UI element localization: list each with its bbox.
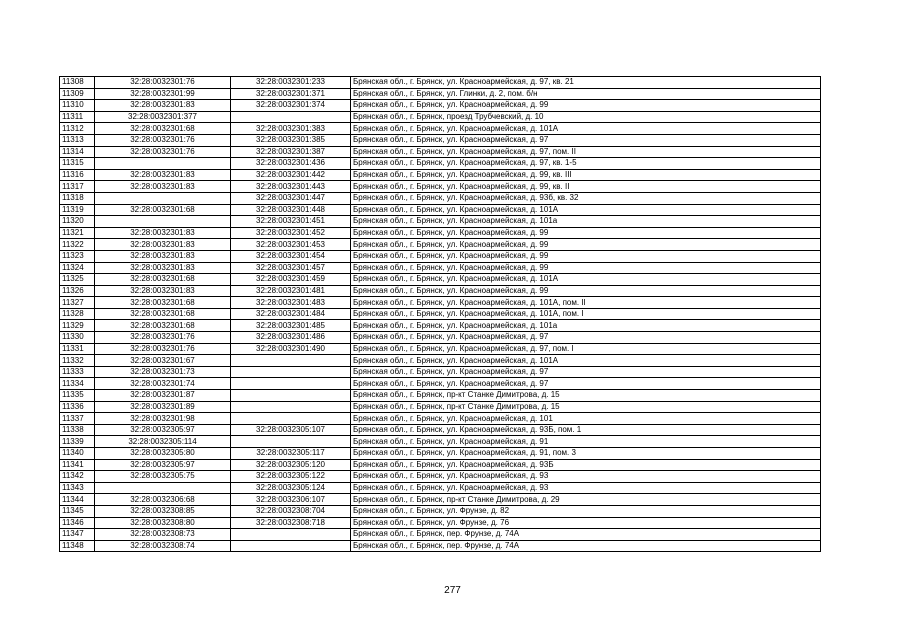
cadastral-parent-cell: 32:28:0032306:68	[95, 494, 231, 506]
cadastral-parent-cell: 32:28:0032301:99	[95, 88, 231, 100]
row-number-cell: 11316	[60, 169, 95, 181]
cadastral-parent-cell: 32:28:0032301:83	[95, 239, 231, 251]
cadastral-parent-cell: 32:28:0032301:83	[95, 100, 231, 112]
table-row	[60, 204, 821, 216]
address-cell: Брянская обл., г. Брянск, ул. Красноармейская, д. 101А	[351, 355, 821, 367]
cadastral-parent-cell: 32:28:0032301:83	[95, 250, 231, 262]
row-number-cell: 11318	[60, 192, 95, 204]
cadastral-object-cell: 32:28:0032301:383	[231, 123, 351, 135]
table-row	[60, 413, 821, 425]
cadastral-parent-cell	[95, 216, 231, 228]
address-cell: Брянская обл., г. Брянск, ул. Красноармейская, д. 101	[351, 413, 821, 425]
cadastral-object-cell: 32:28:0032301:453	[231, 239, 351, 251]
cadastral-object-cell: 32:28:0032301:371	[231, 88, 351, 100]
cadastral-parent-cell: 32:28:0032308:74	[95, 540, 231, 552]
table-row	[60, 459, 821, 471]
cadastral-object-cell: 32:28:0032305:120	[231, 459, 351, 471]
row-number-cell: 11331	[60, 343, 95, 355]
cadastral-parent-cell: 32:28:0032308:73	[95, 529, 231, 541]
address-cell: Брянская обл., г. Брянск, ул. Красноармейская, д. 101А, пом. II	[351, 297, 821, 309]
table-row	[60, 401, 821, 413]
cadastral-object-cell: 32:28:0032305:117	[231, 448, 351, 460]
cadastral-parent-cell: 32:28:0032305:97	[95, 459, 231, 471]
cadastral-parent-cell: 32:28:0032301:83	[95, 262, 231, 274]
row-number-cell: 11315	[60, 158, 95, 170]
address-cell: Брянская обл., г. Брянск, ул. Красноармейская, д. 93	[351, 471, 821, 483]
table-row	[60, 158, 821, 170]
cadastral-parent-cell: 32:28:0032301:76	[95, 77, 231, 89]
cadastral-object-cell: 32:28:0032301:483	[231, 297, 351, 309]
row-number-cell: 11337	[60, 413, 95, 425]
cadastral-parent-cell: 32:28:0032301:73	[95, 366, 231, 378]
address-cell: Брянская обл., г. Брянск, пер. Фрунзе, д. 74А	[351, 529, 821, 541]
address-cell: Брянская обл., г. Брянск, пр-кт Станке Димитрова, д. 15	[351, 390, 821, 402]
address-cell: Брянская обл., г. Брянск, ул. Красноармейская, д. 99, кв. II	[351, 181, 821, 193]
table-row	[60, 216, 821, 228]
table-row	[60, 378, 821, 390]
table-row	[60, 355, 821, 367]
address-cell: Брянская обл., г. Брянск, ул. Красноармейская, д. 101А	[351, 204, 821, 216]
table-row	[60, 308, 821, 320]
cadastral-object-cell	[231, 378, 351, 390]
cadastral-parent-cell: 32:28:0032301:74	[95, 378, 231, 390]
cadastral-object-cell	[231, 111, 351, 123]
cadastral-object-cell: 32:28:0032301:486	[231, 332, 351, 344]
row-number-cell: 11311	[60, 111, 95, 123]
table-body	[60, 77, 821, 552]
address-cell: Брянская обл., г. Брянск, ул. Красноармейская, д. 99	[351, 262, 821, 274]
row-number-cell: 11327	[60, 297, 95, 309]
cadastral-parent-cell: 32:28:0032301:98	[95, 413, 231, 425]
address-cell: Брянская обл., г. Брянск, пр-кт Станке Димитрова, д. 15	[351, 401, 821, 413]
table-row	[60, 505, 821, 517]
table-row	[60, 192, 821, 204]
table-row	[60, 262, 821, 274]
cadastral-object-cell: 32:28:0032301:484	[231, 308, 351, 320]
table-row	[60, 146, 821, 158]
table-row	[60, 471, 821, 483]
table-row	[60, 424, 821, 436]
address-cell: Брянская обл., г. Брянск, ул. Красноармейская, д. 101А	[351, 123, 821, 135]
cadastral-object-cell: 32:28:0032301:385	[231, 134, 351, 146]
row-number-cell: 11340	[60, 448, 95, 460]
cadastral-object-cell: 32:28:0032301:374	[231, 100, 351, 112]
row-number-cell: 11314	[60, 146, 95, 158]
cadastral-parent-cell: 32:28:0032301:68	[95, 274, 231, 286]
cadastral-object-cell: 32:28:0032301:387	[231, 146, 351, 158]
cadastral-object-cell: 32:28:0032306:107	[231, 494, 351, 506]
cadastral-object-cell	[231, 540, 351, 552]
address-cell: Брянская обл., г. Брянск, ул. Фрунзе, д. 76	[351, 517, 821, 529]
cadastral-parent-cell: 32:28:0032301:87	[95, 390, 231, 402]
row-number-cell: 11334	[60, 378, 95, 390]
page-number: 277	[444, 585, 461, 596]
table-row	[60, 390, 821, 402]
cadastral-object-cell: 32:28:0032301:448	[231, 204, 351, 216]
row-number-cell: 11332	[60, 355, 95, 367]
address-cell: Брянская обл., г. Брянск, пер. Фрунзе, д. 74А	[351, 540, 821, 552]
address-cell: Брянская обл., г. Брянск, ул. Красноармейская, д. 99, кв. III	[351, 169, 821, 181]
row-number-cell: 11313	[60, 134, 95, 146]
table-row	[60, 343, 821, 355]
table-row	[60, 482, 821, 494]
table-row	[60, 274, 821, 286]
row-number-cell: 11320	[60, 216, 95, 228]
address-cell: Брянская обл., г. Брянск, ул. Красноармейская, д. 93Б	[351, 459, 821, 471]
cadastral-object-cell	[231, 401, 351, 413]
row-number-cell: 11336	[60, 401, 95, 413]
cadastral-parent-cell: 32:28:0032301:76	[95, 134, 231, 146]
address-cell: Брянская обл., г. Брянск, ул. Красноармейская, д. 101а	[351, 216, 821, 228]
table-row	[60, 540, 821, 552]
cadastral-parent-cell: 32:28:0032308:80	[95, 517, 231, 529]
cadastral-object-cell: 32:28:0032301:233	[231, 77, 351, 89]
row-number-cell: 11323	[60, 250, 95, 262]
row-number-cell: 11348	[60, 540, 95, 552]
address-cell: Брянская обл., г. Брянск, ул. Красноармейская, д. 97, кв. 1-5	[351, 158, 821, 170]
cadastral-object-cell	[231, 529, 351, 541]
table-row	[60, 227, 821, 239]
cadastral-object-cell	[231, 413, 351, 425]
cadastral-object-cell: 32:28:0032308:704	[231, 505, 351, 517]
row-number-cell: 11322	[60, 239, 95, 251]
cadastral-parent-cell: 32:28:0032305:114	[95, 436, 231, 448]
cadastral-parent-cell: 32:28:0032301:83	[95, 181, 231, 193]
table-row	[60, 134, 821, 146]
cadastral-object-cell: 32:28:0032305:124	[231, 482, 351, 494]
cadastral-object-cell: 32:28:0032301:485	[231, 320, 351, 332]
address-cell: Брянская обл., г. Брянск, ул. Красноармейская, д. 97	[351, 378, 821, 390]
address-cell: Брянская обл., г. Брянск, ул. Красноармейская, д. 93Б, пом. 1	[351, 424, 821, 436]
row-number-cell: 11345	[60, 505, 95, 517]
address-cell: Брянская обл., г. Брянск, ул. Красноармейская, д. 91	[351, 436, 821, 448]
address-cell: Брянская обл., г. Брянск, ул. Глинки, д. 2, пом. б/н	[351, 88, 821, 100]
cadastral-parent-cell	[95, 192, 231, 204]
row-number-cell: 11333	[60, 366, 95, 378]
row-number-cell: 11326	[60, 285, 95, 297]
address-cell: Брянская обл., г. Брянск, ул. Красноармейская, д. 97, кв. 21	[351, 77, 821, 89]
cadastral-object-cell: 32:28:0032308:718	[231, 517, 351, 529]
table-row	[60, 88, 821, 100]
address-cell: Брянская обл., г. Брянск, ул. Красноармейская, д. 97	[351, 134, 821, 146]
cadastral-parent-cell: 32:28:0032301:68	[95, 297, 231, 309]
table-row	[60, 285, 821, 297]
table-row	[60, 366, 821, 378]
address-cell: Брянская обл., г. Брянск, ул. Красноармейская, д. 101А	[351, 274, 821, 286]
table-row	[60, 332, 821, 344]
row-number-cell: 11321	[60, 227, 95, 239]
address-cell: Брянская обл., г. Брянск, ул. Красноармейская, д. 101А, пом. I	[351, 308, 821, 320]
row-number-cell: 11324	[60, 262, 95, 274]
cadastral-object-cell: 32:28:0032301:490	[231, 343, 351, 355]
address-cell: Брянская обл., г. Брянск, ул. Красноармейская, д. 97	[351, 366, 821, 378]
table-row	[60, 494, 821, 506]
address-cell: Брянская обл., г. Брянск, ул. Красноармейская, д. 97, пом. II	[351, 146, 821, 158]
table-row	[60, 297, 821, 309]
table-row	[60, 436, 821, 448]
address-cell: Брянская обл., г. Брянск, ул. Красноармейская, д. 97, пом. I	[351, 343, 821, 355]
table-row	[60, 320, 821, 332]
address-cell: Брянская обл., г. Брянск, ул. Красноармейская, д. 101а	[351, 320, 821, 332]
cadastral-parent-cell: 32:28:0032305:97	[95, 424, 231, 436]
cadastral-parent-cell: 32:28:0032305:80	[95, 448, 231, 460]
table-row	[60, 111, 821, 123]
address-cell: Брянская обл., г. Брянск, ул. Красноармейская, д. 99	[351, 250, 821, 262]
cadastral-parent-cell: 32:28:0032301:67	[95, 355, 231, 367]
cadastral-parent-cell: 32:28:0032301:68	[95, 123, 231, 135]
cadastral-object-cell	[231, 436, 351, 448]
row-number-cell: 11328	[60, 308, 95, 320]
cadastral-object-cell: 32:28:0032301:457	[231, 262, 351, 274]
row-number-cell: 11346	[60, 517, 95, 529]
cadastral-parent-cell: 32:28:0032301:68	[95, 320, 231, 332]
address-cell: Брянская обл., г. Брянск, ул. Красноармейская, д. 97	[351, 332, 821, 344]
address-cell: Брянская обл., г. Брянск, ул. Красноармейская, д. 99	[351, 100, 821, 112]
address-cell: Брянская обл., г. Брянск, ул. Красноармейская, д. 91, пом. 3	[351, 448, 821, 460]
cadastral-parent-cell: 32:28:0032308:85	[95, 505, 231, 517]
row-number-cell: 11335	[60, 390, 95, 402]
table-row	[60, 169, 821, 181]
cadastral-parent-cell: 32:28:0032301:83	[95, 227, 231, 239]
row-number-cell: 11344	[60, 494, 95, 506]
row-number-cell: 11339	[60, 436, 95, 448]
cadastral-parent-cell: 32:28:0032301:68	[95, 308, 231, 320]
cadastral-object-cell: 32:28:0032301:442	[231, 169, 351, 181]
cadastral-object-cell: 32:28:0032305:107	[231, 424, 351, 436]
cadastral-parent-cell: 32:28:0032301:83	[95, 285, 231, 297]
table-row	[60, 181, 821, 193]
row-number-cell: 11343	[60, 482, 95, 494]
cadastral-object-cell: 32:28:0032305:122	[231, 471, 351, 483]
row-number-cell: 11312	[60, 123, 95, 135]
cadastral-parent-cell: 32:28:0032305:75	[95, 471, 231, 483]
address-cell: Брянская обл., г. Брянск, ул. Красноармейская, д. 99	[351, 285, 821, 297]
row-number-cell: 11341	[60, 459, 95, 471]
row-number-cell: 11309	[60, 88, 95, 100]
cadastral-parent-cell: 32:28:0032301:76	[95, 332, 231, 344]
row-number-cell: 11338	[60, 424, 95, 436]
cadastral-parent-cell	[95, 158, 231, 170]
address-cell: Брянская обл., г. Брянск, ул. Фрунзе, д. 82	[351, 505, 821, 517]
row-number-cell: 11310	[60, 100, 95, 112]
table-row	[60, 250, 821, 262]
row-number-cell: 11325	[60, 274, 95, 286]
registry-table	[59, 76, 821, 552]
cadastral-parent-cell: 32:28:0032301:68	[95, 204, 231, 216]
row-number-cell: 11308	[60, 77, 95, 89]
table-row	[60, 448, 821, 460]
cadastral-object-cell	[231, 355, 351, 367]
cadastral-object-cell	[231, 366, 351, 378]
address-cell: Брянская обл., г. Брянск, ул. Красноармейская, д. 93б, кв. 32	[351, 192, 821, 204]
cadastral-object-cell: 32:28:0032301:452	[231, 227, 351, 239]
row-number-cell: 11342	[60, 471, 95, 483]
cadastral-object-cell: 32:28:0032301:436	[231, 158, 351, 170]
table-row	[60, 77, 821, 89]
cadastral-parent-cell	[95, 482, 231, 494]
row-number-cell: 11317	[60, 181, 95, 193]
cadastral-object-cell: 32:28:0032301:451	[231, 216, 351, 228]
cadastral-parent-cell: 32:28:0032301:83	[95, 169, 231, 181]
cadastral-object-cell: 32:28:0032301:481	[231, 285, 351, 297]
address-cell: Брянская обл., г. Брянск, ул. Красноармейская, д. 99	[351, 239, 821, 251]
cadastral-parent-cell: 32:28:0032301:89	[95, 401, 231, 413]
table-row	[60, 100, 821, 112]
row-number-cell: 11319	[60, 204, 95, 216]
table-row	[60, 529, 821, 541]
cadastral-parent-cell: 32:28:0032301:76	[95, 343, 231, 355]
row-number-cell: 11347	[60, 529, 95, 541]
table-row	[60, 239, 821, 251]
cadastral-parent-cell: 32:28:0032301:76	[95, 146, 231, 158]
table-row	[60, 123, 821, 135]
cadastral-object-cell: 32:28:0032301:454	[231, 250, 351, 262]
address-cell: Брянская обл., г. Брянск, проезд Трубчевский, д. 10	[351, 111, 821, 123]
address-cell: Брянская обл., г. Брянск, ул. Красноармейская, д. 99	[351, 227, 821, 239]
table-row	[60, 517, 821, 529]
cadastral-parent-cell: 32:28:0032301:377	[95, 111, 231, 123]
cadastral-object-cell: 32:28:0032301:447	[231, 192, 351, 204]
row-number-cell: 11330	[60, 332, 95, 344]
address-cell: Брянская обл., г. Брянск, ул. Красноармейская, д. 93	[351, 482, 821, 494]
address-cell: Брянская обл., г. Брянск, пр-кт Станке Димитрова, д. 29	[351, 494, 821, 506]
row-number-cell: 11329	[60, 320, 95, 332]
cadastral-object-cell	[231, 390, 351, 402]
cadastral-object-cell: 32:28:0032301:443	[231, 181, 351, 193]
cadastral-object-cell: 32:28:0032301:459	[231, 274, 351, 286]
